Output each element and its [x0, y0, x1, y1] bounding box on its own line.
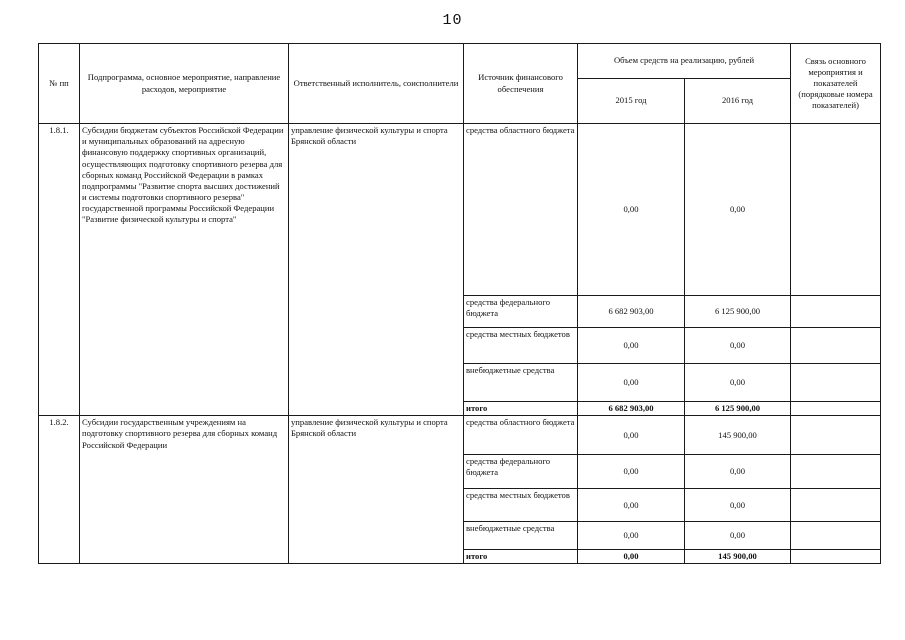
- header-year-2016: 2016 год: [685, 79, 791, 124]
- indicator-link: [791, 550, 881, 564]
- table-header: [39, 44, 881, 124]
- amount-2015: 0,00: [578, 124, 685, 296]
- amount-2015: 0,00: [578, 328, 685, 364]
- funding-source: внебюджетные средства: [464, 364, 578, 402]
- header-link: Связь основного мероприятия и показателей (порядковые номера показателей): [791, 44, 881, 124]
- table-row: [39, 124, 881, 296]
- table-body: [39, 124, 881, 564]
- header-source: Источник финансового обеспечения: [464, 44, 578, 124]
- indicator-link: [791, 328, 881, 364]
- amount-2016: 0,00: [685, 328, 791, 364]
- indicator-link: [791, 402, 881, 416]
- total-2016: 6 125 900,00: [685, 402, 791, 416]
- amount-2015: 0,00: [578, 364, 685, 402]
- row-number: 1.8.2.: [39, 416, 80, 564]
- executor: управление физической культуры и спорта Брянской области: [289, 124, 464, 416]
- amount-2016: 0,00: [685, 364, 791, 402]
- indicator-link: [791, 296, 881, 328]
- amount-2016: 0,00: [685, 522, 791, 550]
- indicator-link: [791, 364, 881, 402]
- amount-2015: 0,00: [578, 522, 685, 550]
- executor: управление физической культуры и спорта Брянской области: [289, 416, 464, 564]
- program-description: Субсидии государственным учреждениям на подготовку спортивного резерва для сборных команд Российской Федерации: [80, 416, 289, 564]
- total-2016: 145 900,00: [685, 550, 791, 564]
- total-2015: 6 682 903,00: [578, 402, 685, 416]
- indicator-link: [791, 489, 881, 522]
- indicator-link: [791, 416, 881, 455]
- program-description: Субсидии бюджетам субъектов Российской Федерации и муниципальных образований на адресную финансовую поддержку спортивных организаций, осуществляющих подготовку спортивного резерва для сборных команд Российской Федерации в рамках подпрограммы "Развитие спорта высших достижений и системы подготовки спортивного резерва" государственной программы Российской Федерации "Развитие физической культуры и спорта": [80, 124, 289, 416]
- header-year-2015: 2015 год: [578, 79, 685, 124]
- amount-2016: 145 900,00: [685, 416, 791, 455]
- amount-2016: 6 125 900,00: [685, 296, 791, 328]
- amount-2015: 0,00: [578, 416, 685, 455]
- amount-2016: 0,00: [685, 489, 791, 522]
- amount-2016: 0,00: [685, 124, 791, 296]
- indicator-link: [791, 522, 881, 550]
- indicator-link: [791, 124, 881, 296]
- indicator-link: [791, 455, 881, 489]
- amount-2015: 0,00: [578, 455, 685, 489]
- funding-source: средства местных бюджетов: [464, 328, 578, 364]
- amount-2016: 0,00: [685, 455, 791, 489]
- funding-source: средства федерального бюджета: [464, 296, 578, 328]
- header-executor: Ответственный исполнитель, соисполнители: [289, 44, 464, 124]
- funding-source: средства местных бюджетов: [464, 489, 578, 522]
- amount-2015: 6 682 903,00: [578, 296, 685, 328]
- total-2015: 0,00: [578, 550, 685, 564]
- funding-source-total: итого: [464, 550, 578, 564]
- budget-table: [38, 43, 881, 564]
- page-number: 10: [442, 12, 463, 29]
- header-amount: Объем средств на реализацию, рублей: [578, 44, 791, 79]
- funding-source: внебюджетные средства: [464, 522, 578, 550]
- amount-2015: 0,00: [578, 489, 685, 522]
- funding-source: средства областного бюджета: [464, 416, 578, 455]
- row-number: 1.8.1.: [39, 124, 80, 416]
- table-row: [39, 416, 881, 455]
- header-program: Подпрограмма, основное мероприятие, направление расходов, мероприятие: [80, 44, 289, 124]
- funding-source-total: итого: [464, 402, 578, 416]
- funding-source: средства федерального бюджета: [464, 455, 578, 489]
- funding-source: средства областного бюджета: [464, 124, 578, 296]
- header-number: № пп: [39, 44, 80, 124]
